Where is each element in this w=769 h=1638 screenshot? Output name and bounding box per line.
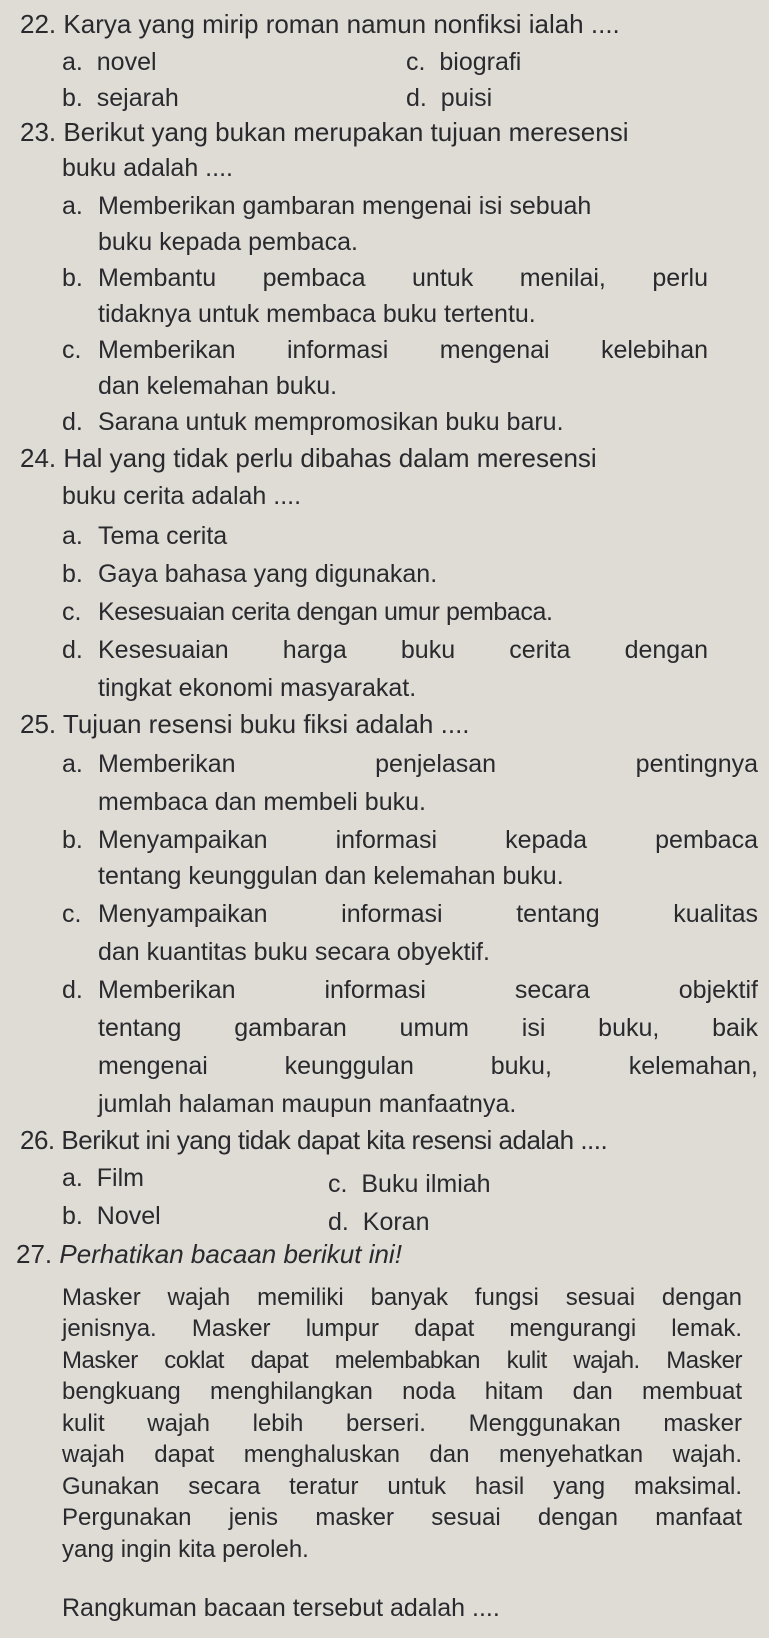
option-a-text: Memberikan penjelasan pentingnya: [98, 750, 758, 778]
question-24: [20, 440, 597, 476]
option-c: c. biografi: [406, 48, 522, 76]
option-d: d. puisi: [406, 84, 493, 112]
question-number: 26.: [20, 1125, 55, 1155]
passage-line: Masker wajah memiliki banyak fungsi sesuai dengan: [62, 1284, 742, 1311]
option-b-text: Membantu pembaca untuk menilai, perlu: [98, 264, 708, 292]
question-number: 23.: [20, 117, 57, 147]
option-d-text-cont: tingkat ekonomi masyarakat.: [98, 674, 417, 702]
option-d-letter: d.: [62, 976, 83, 1004]
question-25: [20, 706, 470, 742]
option-d-letter: d.: [62, 408, 83, 436]
option-c-text: Memberikan informasi mengenai kelebihan: [98, 336, 708, 364]
option-a-text-cont: membaca dan membeli buku.: [98, 788, 426, 816]
option-d-text-cont: tentang gambaran umum isi buku, baik: [98, 1014, 758, 1042]
option-c-letter: c.: [62, 598, 82, 626]
passage-line: kulit wajah lebih berseri. Menggunakan masker: [62, 1410, 742, 1437]
option-d-text-cont: mengenai keunggulan buku, kelemahan,: [98, 1052, 758, 1080]
question-23: [20, 114, 629, 150]
question-27: [16, 1236, 402, 1272]
option-c: c. Buku ilmiah: [328, 1170, 491, 1198]
option-b-text: Menyampaikan informasi kepada pembaca: [98, 826, 758, 854]
option-c-letter: c.: [62, 336, 82, 364]
option-b: b. sejarah: [62, 84, 179, 112]
option-a-text-cont: buku kepada pembaca.: [98, 228, 358, 256]
option-b-letter: b.: [62, 264, 83, 292]
question-stem: Berikut ini yang tidak dapat kita resensi adalah ....: [61, 1125, 608, 1155]
option-c-text: Menyampaikan informasi tentang kualitas: [98, 900, 758, 928]
option-c-text-cont: dan kuantitas buku secara obyektif.: [98, 938, 490, 966]
option-d-text-cont: jumlah halaman maupun manfaatnya.: [98, 1090, 517, 1118]
passage-line: Masker coklat dapat melembabkan kulit wajah. Masker: [62, 1347, 742, 1374]
option-d-text: Sarana untuk mempromosikan buku baru.: [98, 408, 564, 436]
option-b-text: Gaya bahasa yang digunakan.: [98, 560, 438, 588]
question-stem-line-2: buku adalah ....: [62, 154, 233, 182]
option-d-letter: d.: [62, 636, 83, 664]
option-a: a. Film: [62, 1164, 144, 1192]
question-22: [20, 6, 620, 42]
passage-line: jenisnya. Masker lumpur dapat mengurangi lemak.: [62, 1315, 742, 1342]
option-b-text-cont: tidaknya untuk membaca buku tertentu.: [98, 300, 536, 328]
passage-line: Gunakan secara teratur untuk hasil yang maksimal.: [62, 1473, 742, 1500]
option-b-letter: b.: [62, 826, 83, 854]
question-number: 24.: [20, 443, 57, 473]
question-stem-line-2: buku cerita adalah ....: [62, 482, 302, 510]
question-prompt: Rangkuman bacaan tersebut adalah ....: [62, 1594, 500, 1622]
option-a-letter: a.: [62, 750, 83, 778]
question-26: [20, 1122, 607, 1158]
passage-line: Pergunakan jenis masker sesuai dengan manfaat: [62, 1504, 742, 1531]
option-a-text: Tema cerita: [98, 522, 228, 550]
question-number: 27.: [16, 1239, 53, 1269]
option-a-letter: a.: [62, 522, 83, 550]
option-d-text: Memberikan informasi secara objektif: [98, 976, 758, 1004]
question-number: 25.: [20, 709, 57, 739]
question-number: 22.: [20, 9, 57, 39]
option-d-text: Kesesuaian harga buku cerita dengan: [98, 636, 708, 664]
question-stem: Hal yang tidak perlu dibahas dalam meresensi: [63, 443, 597, 473]
option-a: a. novel: [62, 48, 157, 76]
question-stem: Karya yang mirip roman namun nonfiksi ialah ....: [63, 9, 620, 39]
option-c-letter: c.: [62, 900, 82, 928]
option-b-letter: b.: [62, 560, 83, 588]
question-stem: Perhatikan bacaan berikut ini!: [59, 1239, 402, 1269]
option-b-text-cont: tentang keunggulan dan kelemahan buku.: [98, 862, 564, 890]
option-c-text: Kesesuaian cerita dengan umur pembaca.: [98, 598, 553, 626]
question-stem: Berikut yang bukan merupakan tujuan meresensi: [63, 117, 629, 147]
option-d: d. Koran: [328, 1208, 430, 1236]
option-a-text: Memberikan gambaran mengenai isi sebuah: [98, 192, 592, 220]
passage-line: bengkuang menghilangkan noda hitam dan membuat: [62, 1378, 742, 1405]
question-stem: Tujuan resensi buku fiksi adalah ....: [62, 709, 470, 739]
option-a-letter: a.: [62, 192, 83, 220]
passage-line: wajah dapat menghaluskan dan menyehatkan wajah.: [62, 1441, 742, 1468]
passage-line: yang ingin kita peroleh.: [62, 1536, 309, 1563]
option-c-text-cont: dan kelemahan buku.: [98, 372, 338, 400]
option-b: b. Novel: [62, 1202, 161, 1230]
